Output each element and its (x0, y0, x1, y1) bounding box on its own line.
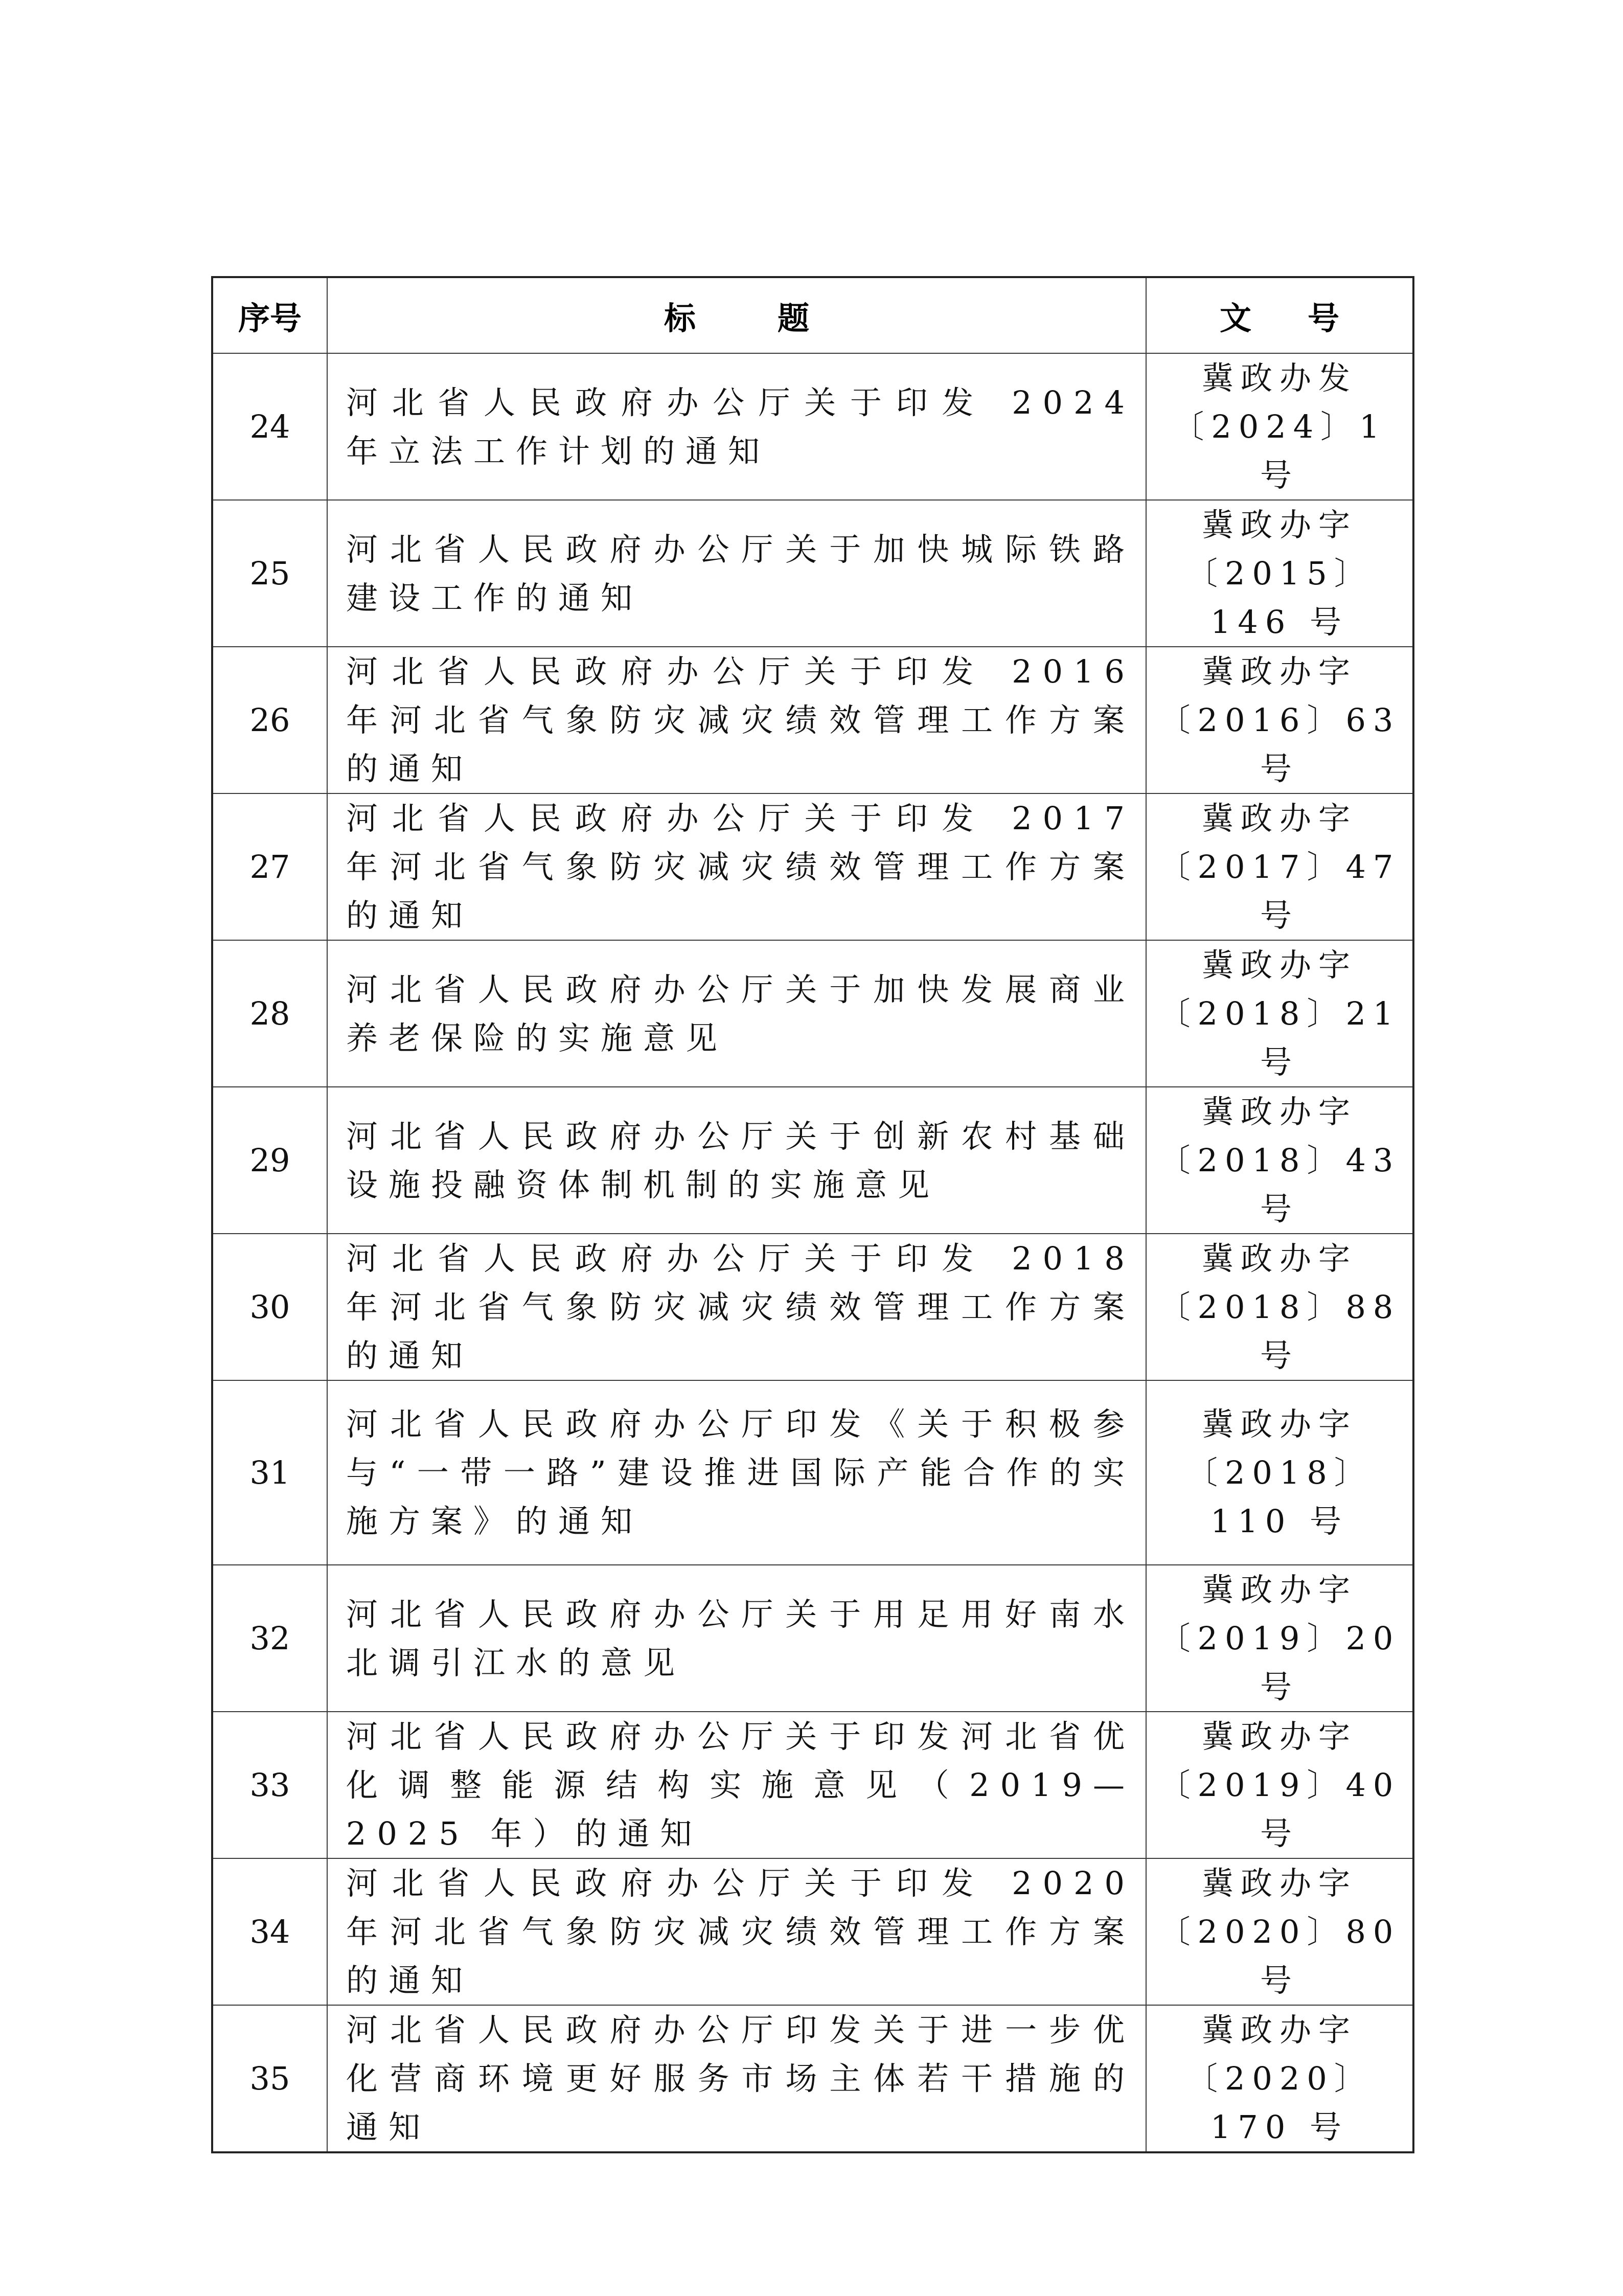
document-title-text: 河北省人民政府办公厅印发关于进一步优化营商环境更好服务市场主体若干措施的通知 (346, 2011, 1135, 2146)
table-row (212, 647, 1413, 793)
document-number-cell (1146, 2005, 1413, 2152)
document-title-cell (327, 1712, 1146, 1858)
document-number-suffix: 〔2019〕20 号 (1158, 1620, 1401, 1706)
header-serial-label: 序号 (238, 299, 302, 337)
serial-number-cell: 34 (212, 1858, 327, 2005)
table-row (212, 1858, 1413, 2005)
document-number-suffix: 〔2018〕43 号 (1158, 1142, 1401, 1227)
serial-number-cell: 35 (212, 2005, 327, 2152)
table-row (212, 2005, 1413, 2152)
document-title-cell (327, 1087, 1146, 1234)
document-number-prefix: 冀政办字 (1201, 1718, 1357, 1755)
document-number-prefix: 冀政办发 (1201, 359, 1357, 397)
table-row (212, 793, 1413, 940)
document-number-suffix: 〔2016〕63 号 (1158, 701, 1401, 787)
document-number-suffix: 〔2019〕40 号 (1158, 1766, 1401, 1852)
document-number-prefix: 冀政办字 (1201, 1865, 1357, 1902)
document-title-cell (327, 2005, 1146, 2152)
document-title-cell (327, 1380, 1146, 1565)
serial-number-cell: 27 (212, 793, 327, 940)
document-number-cell (1146, 1712, 1413, 1858)
document-number-prefix: 冀政办字 (1201, 2011, 1357, 2049)
document-number-prefix: 冀政办字 (1201, 1093, 1357, 1130)
table-row (212, 1565, 1413, 1712)
document-number-suffix: 〔2020〕170 号 (1186, 2060, 1373, 2146)
document-number-cell (1146, 353, 1413, 500)
document-number-suffix: 〔2018〕21 号 (1158, 995, 1401, 1081)
document-title-cell (327, 793, 1146, 940)
document-number-cell (1146, 500, 1413, 647)
document-number-prefix: 冀政办字 (1201, 1571, 1357, 1608)
document-number-cell (1146, 1380, 1413, 1565)
document-title-cell (327, 647, 1146, 793)
serial-number-cell: 30 (212, 1234, 327, 1380)
document-number-prefix: 冀政办字 (1201, 1240, 1357, 1277)
document-title-text: 河北省人民政府办公厅关于印发 2024 年立法工作计划的通知 (346, 383, 1135, 470)
header-title (327, 277, 1146, 353)
document-number-suffix: 〔2015〕146 号 (1186, 555, 1373, 641)
header-doc-number-char-1: 文 (1219, 299, 1251, 337)
table-row (212, 1234, 1413, 1380)
header-title-char-2: 题 (778, 299, 810, 337)
document-number-cell (1146, 1234, 1413, 1380)
document-number-cell (1146, 1565, 1413, 1712)
document-title-cell (327, 1565, 1146, 1712)
document-title-text: 河北省人民政府办公厅关于印发 2016 年河北省气象防灾减灾绩效管理工作方案的通知 (346, 653, 1135, 787)
table-row (212, 353, 1413, 500)
table-row (212, 1712, 1413, 1858)
document-number-suffix: 〔2018〕88 号 (1158, 1288, 1401, 1374)
serial-number-cell: 24 (212, 353, 327, 500)
document-title-cell (327, 353, 1146, 500)
document-title-text: 河北省人民政府办公厅关于印发 2020 年河北省气象防灾减灾绩效管理工作方案的通知 (346, 1865, 1135, 1999)
document-title-cell (327, 1234, 1146, 1380)
document-number-suffix: 〔2020〕80 号 (1158, 1913, 1401, 1999)
document-title-text: 河北省人民政府办公厅印发《关于积极参与“一带一路”建设推进国际产能合作的实施方案》的通知 (346, 1405, 1135, 1540)
table-row (212, 1087, 1413, 1234)
serial-number-cell: 29 (212, 1087, 327, 1234)
document-title-cell (327, 940, 1146, 1087)
header-doc-number (1146, 277, 1413, 353)
document-number-prefix: 冀政办字 (1201, 800, 1357, 837)
table-body (212, 353, 1413, 2152)
document-number-cell (1146, 940, 1413, 1087)
document-title-text: 河北省人民政府办公厅关于印发 2018 年河北省气象防灾减灾绩效管理工作方案的通知 (346, 1240, 1135, 1374)
document-number-prefix: 冀政办字 (1201, 1405, 1357, 1443)
document-title-cell (327, 1858, 1146, 2005)
document-title-text: 河北省人民政府办公厅关于创新农村基础设施投融资体制机制的实施意见 (346, 1117, 1135, 1203)
header-title-char-1: 标 (664, 299, 696, 337)
document-number-cell (1146, 793, 1413, 940)
document-number-cell (1146, 647, 1413, 793)
document-number-cell (1146, 1087, 1413, 1234)
document-number-prefix: 冀政办字 (1201, 506, 1357, 543)
document-number-suffix: 〔2024〕1 号 (1172, 408, 1387, 494)
serial-number-cell: 31 (212, 1380, 327, 1565)
document-title-text: 河北省人民政府办公厅关于印发 2017 年河北省气象防灾减灾绩效管理工作方案的通知 (346, 800, 1135, 934)
header-serial-number (212, 277, 327, 353)
table-row (212, 500, 1413, 647)
document-number-prefix: 冀政办字 (1201, 946, 1357, 984)
serial-number-cell: 33 (212, 1712, 327, 1858)
header-doc-number-char-2: 号 (1308, 299, 1340, 337)
document-number-prefix: 冀政办字 (1201, 653, 1357, 690)
serial-number-cell: 28 (212, 940, 327, 1087)
document-number-cell (1146, 1858, 1413, 2005)
serial-number-cell: 32 (212, 1565, 327, 1712)
document-title-text: 河北省人民政府办公厅关于印发河北省优化调整能源结构实施意见（2019—2025 年）的通知 (346, 1718, 1135, 1852)
table-row (212, 1380, 1413, 1565)
serial-number-cell: 25 (212, 500, 327, 647)
table-header-row (212, 277, 1413, 353)
serial-number-cell: 26 (212, 647, 327, 793)
document-title-text: 河北省人民政府办公厅关于加快城际铁路建设工作的通知 (346, 530, 1135, 617)
document-number-suffix: 〔2017〕47 号 (1158, 848, 1401, 934)
document-title-text: 河北省人民政府办公厅关于用足用好南水北调引江水的意见 (346, 1595, 1135, 1681)
document-title-cell (327, 500, 1146, 647)
document-number-suffix: 〔2018〕110 号 (1186, 1454, 1373, 1540)
document-list-table (211, 276, 1414, 2153)
document-title-text: 河北省人民政府办公厅关于加快发展商业养老保险的实施意见 (346, 970, 1135, 1057)
table-row (212, 940, 1413, 1087)
